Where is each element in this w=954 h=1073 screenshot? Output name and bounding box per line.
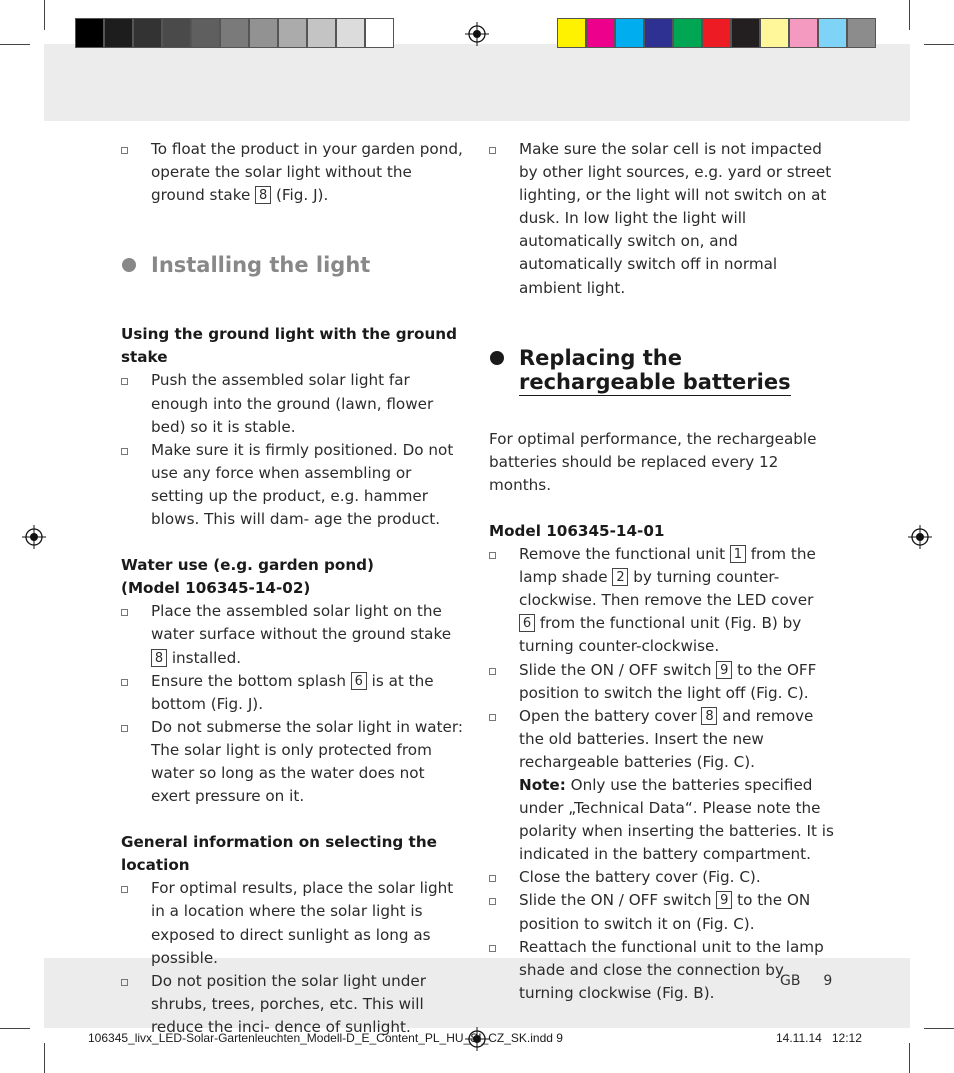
- crop-mark: [0, 44, 30, 45]
- list-item: Make sure it is firmly positioned. Do not use any force when assembling or setting up the product, e.g. hammer blows. This will dam- age the product.: [121, 439, 465, 531]
- list-item: Open the battery cover 8 and remove the old batteries. Insert the new rechargeable batteries (Fig. C). Note: Only use the batteries specified under „Technical Data“. Please note the polarity when inserting the batteries. It is indicated in the battery compartment.: [489, 705, 834, 867]
- color-swatch: [702, 18, 731, 48]
- note-label: Note:: [519, 775, 566, 794]
- slug-datetime: 14.11.14 12:12: [776, 1031, 862, 1045]
- checkbox-bullet-icon: [489, 668, 496, 675]
- language-code: GB: [780, 973, 801, 989]
- subsection-title: Model 106345-14-01: [489, 521, 665, 540]
- bullet-dot-icon: [490, 351, 504, 365]
- gray-swatch: [307, 18, 336, 48]
- list-item: For optimal results, place the solar light in a location where the solar light is exposed to direct sunlight as long as possible.: [121, 877, 465, 969]
- checkbox-bullet-icon: [489, 714, 496, 721]
- registration-mark-icon: [908, 525, 932, 549]
- color-swatch: [847, 18, 876, 48]
- section-heading: Installing the light: [121, 253, 465, 277]
- list-item: Make sure the solar cell is not impacted by other light sources, e.g. yard or street lighting, or the light will not switch on at dusk. In low light the light will automatically switch on, and automatically switch off in normal ambient light.: [489, 138, 834, 300]
- paragraph: For optimal performance, the rechargeable batteries should be replaced every 12 months.: [489, 429, 817, 494]
- list-item: Reattach the functional unit to the lamp shade and close the connection by turning clockwise (Fig. B).: [489, 936, 834, 1005]
- part-number-ref: 6: [519, 614, 535, 632]
- registration-mark-icon: [22, 525, 46, 549]
- checkbox-bullet-icon: [121, 886, 128, 893]
- crop-mark: [0, 1028, 30, 1029]
- checkbox-bullet-icon: [489, 875, 496, 882]
- color-swatch: [673, 18, 702, 48]
- crop-mark: [924, 44, 954, 45]
- checkbox-bullet-icon: [489, 898, 496, 905]
- color-swatch: [557, 18, 586, 48]
- checkbox-bullet-icon: [121, 679, 128, 686]
- color-swatch: [586, 18, 615, 48]
- gray-swatch: [162, 18, 191, 48]
- gray-swatch: [191, 18, 220, 48]
- list-item: Slide the ON / OFF switch 9 to the ON position to switch it on (Fig. C).: [489, 889, 834, 935]
- part-number-ref: 9: [716, 661, 732, 679]
- registration-mark-icon: [465, 22, 489, 46]
- list-item: Slide the ON / OFF switch 9 to the OFF position to switch the light off (Fig. C).: [489, 659, 834, 705]
- left-column: [121, 138, 465, 1039]
- gray-swatch: [278, 18, 307, 48]
- checkbox-bullet-icon: [489, 147, 496, 154]
- gray-swatch: [220, 18, 249, 48]
- part-number-ref: 8: [255, 186, 271, 204]
- page-number: 9: [823, 973, 833, 989]
- color-swatch: [818, 18, 847, 48]
- list-item: Push the assembled solar light far enough into the ground (lawn, flower bed) so it is stable.: [121, 369, 465, 438]
- subsection-title: Water use (e.g. garden pond) (Model 106345-14-02): [121, 556, 374, 598]
- part-number-ref: 8: [151, 649, 167, 667]
- checkbox-bullet-icon: [489, 552, 496, 559]
- checkbox-bullet-icon: [121, 979, 128, 986]
- part-number-ref: 1: [730, 545, 746, 563]
- gray-swatch: [249, 18, 278, 48]
- list-item: Place the assembled solar light on the water surface without the ground stake 8 installed.: [121, 600, 465, 669]
- gray-swatch: [336, 18, 365, 48]
- checkbox-bullet-icon: [121, 448, 128, 455]
- gray-swatch: [104, 18, 133, 48]
- crop-mark: [909, 1043, 910, 1073]
- gray-swatch: [365, 18, 394, 48]
- list-item: Do not position the solar light under shrubs, trees, porches, etc. This will reduce the inci- dence of sunlight.: [121, 970, 465, 1039]
- color-swatch: [731, 18, 760, 48]
- list-item: To float the product in your garden pond, operate the solar light without the ground stake 8 (Fig. J).: [121, 138, 465, 207]
- subsection-title: General information on selecting the location: [121, 833, 437, 875]
- section-heading: Replacing the rechargeable batteries: [489, 346, 834, 396]
- page-footer: [780, 973, 832, 989]
- checkbox-bullet-icon: [121, 378, 128, 385]
- crop-mark: [909, 0, 910, 30]
- color-swatch: [644, 18, 673, 48]
- crop-mark: [924, 1028, 954, 1029]
- checkbox-bullet-icon: [121, 147, 128, 154]
- gray-swatch: [133, 18, 162, 48]
- list-item: Close the battery cover (Fig. C).: [489, 866, 834, 889]
- color-swatch: [789, 18, 818, 48]
- header-band: [44, 44, 910, 121]
- crop-mark: [44, 1043, 45, 1073]
- color-swatch: [615, 18, 644, 48]
- bullet-dot-icon: [122, 258, 136, 272]
- part-number-ref: 9: [716, 891, 732, 909]
- list-item: Remove the functional unit 1 from the lamp shade 2 by turning counter-clockwise. Then remove the LED cover 6 from the functional unit (Fig. B) by turning counter-clockwise.: [489, 543, 834, 658]
- part-number-ref: 2: [612, 568, 628, 586]
- checkbox-bullet-icon: [121, 725, 128, 732]
- list-item: Do not submerse the solar light in water: The solar light is only protected from water so long as the water does not exert pressure on it.: [121, 716, 465, 808]
- color-swatch: [760, 18, 789, 48]
- part-number-ref: 6: [351, 672, 367, 690]
- part-number-ref: 8: [701, 707, 717, 725]
- subsection-title: Using the ground light with the ground stake: [121, 325, 457, 367]
- checkbox-bullet-icon: [489, 945, 496, 952]
- list-item: Ensure the bottom splash 6 is at the bottom (Fig. J).: [121, 670, 465, 716]
- checkbox-bullet-icon: [121, 609, 128, 616]
- right-column: [489, 138, 834, 1005]
- gray-swatch: [75, 18, 104, 48]
- crop-mark: [44, 0, 45, 30]
- slug-filename: 106345_livx_LED-Solar-Gartenleuchten_Modell-D_E_Content_PL_HU_SI_CZ_SK.indd 9: [88, 1031, 563, 1045]
